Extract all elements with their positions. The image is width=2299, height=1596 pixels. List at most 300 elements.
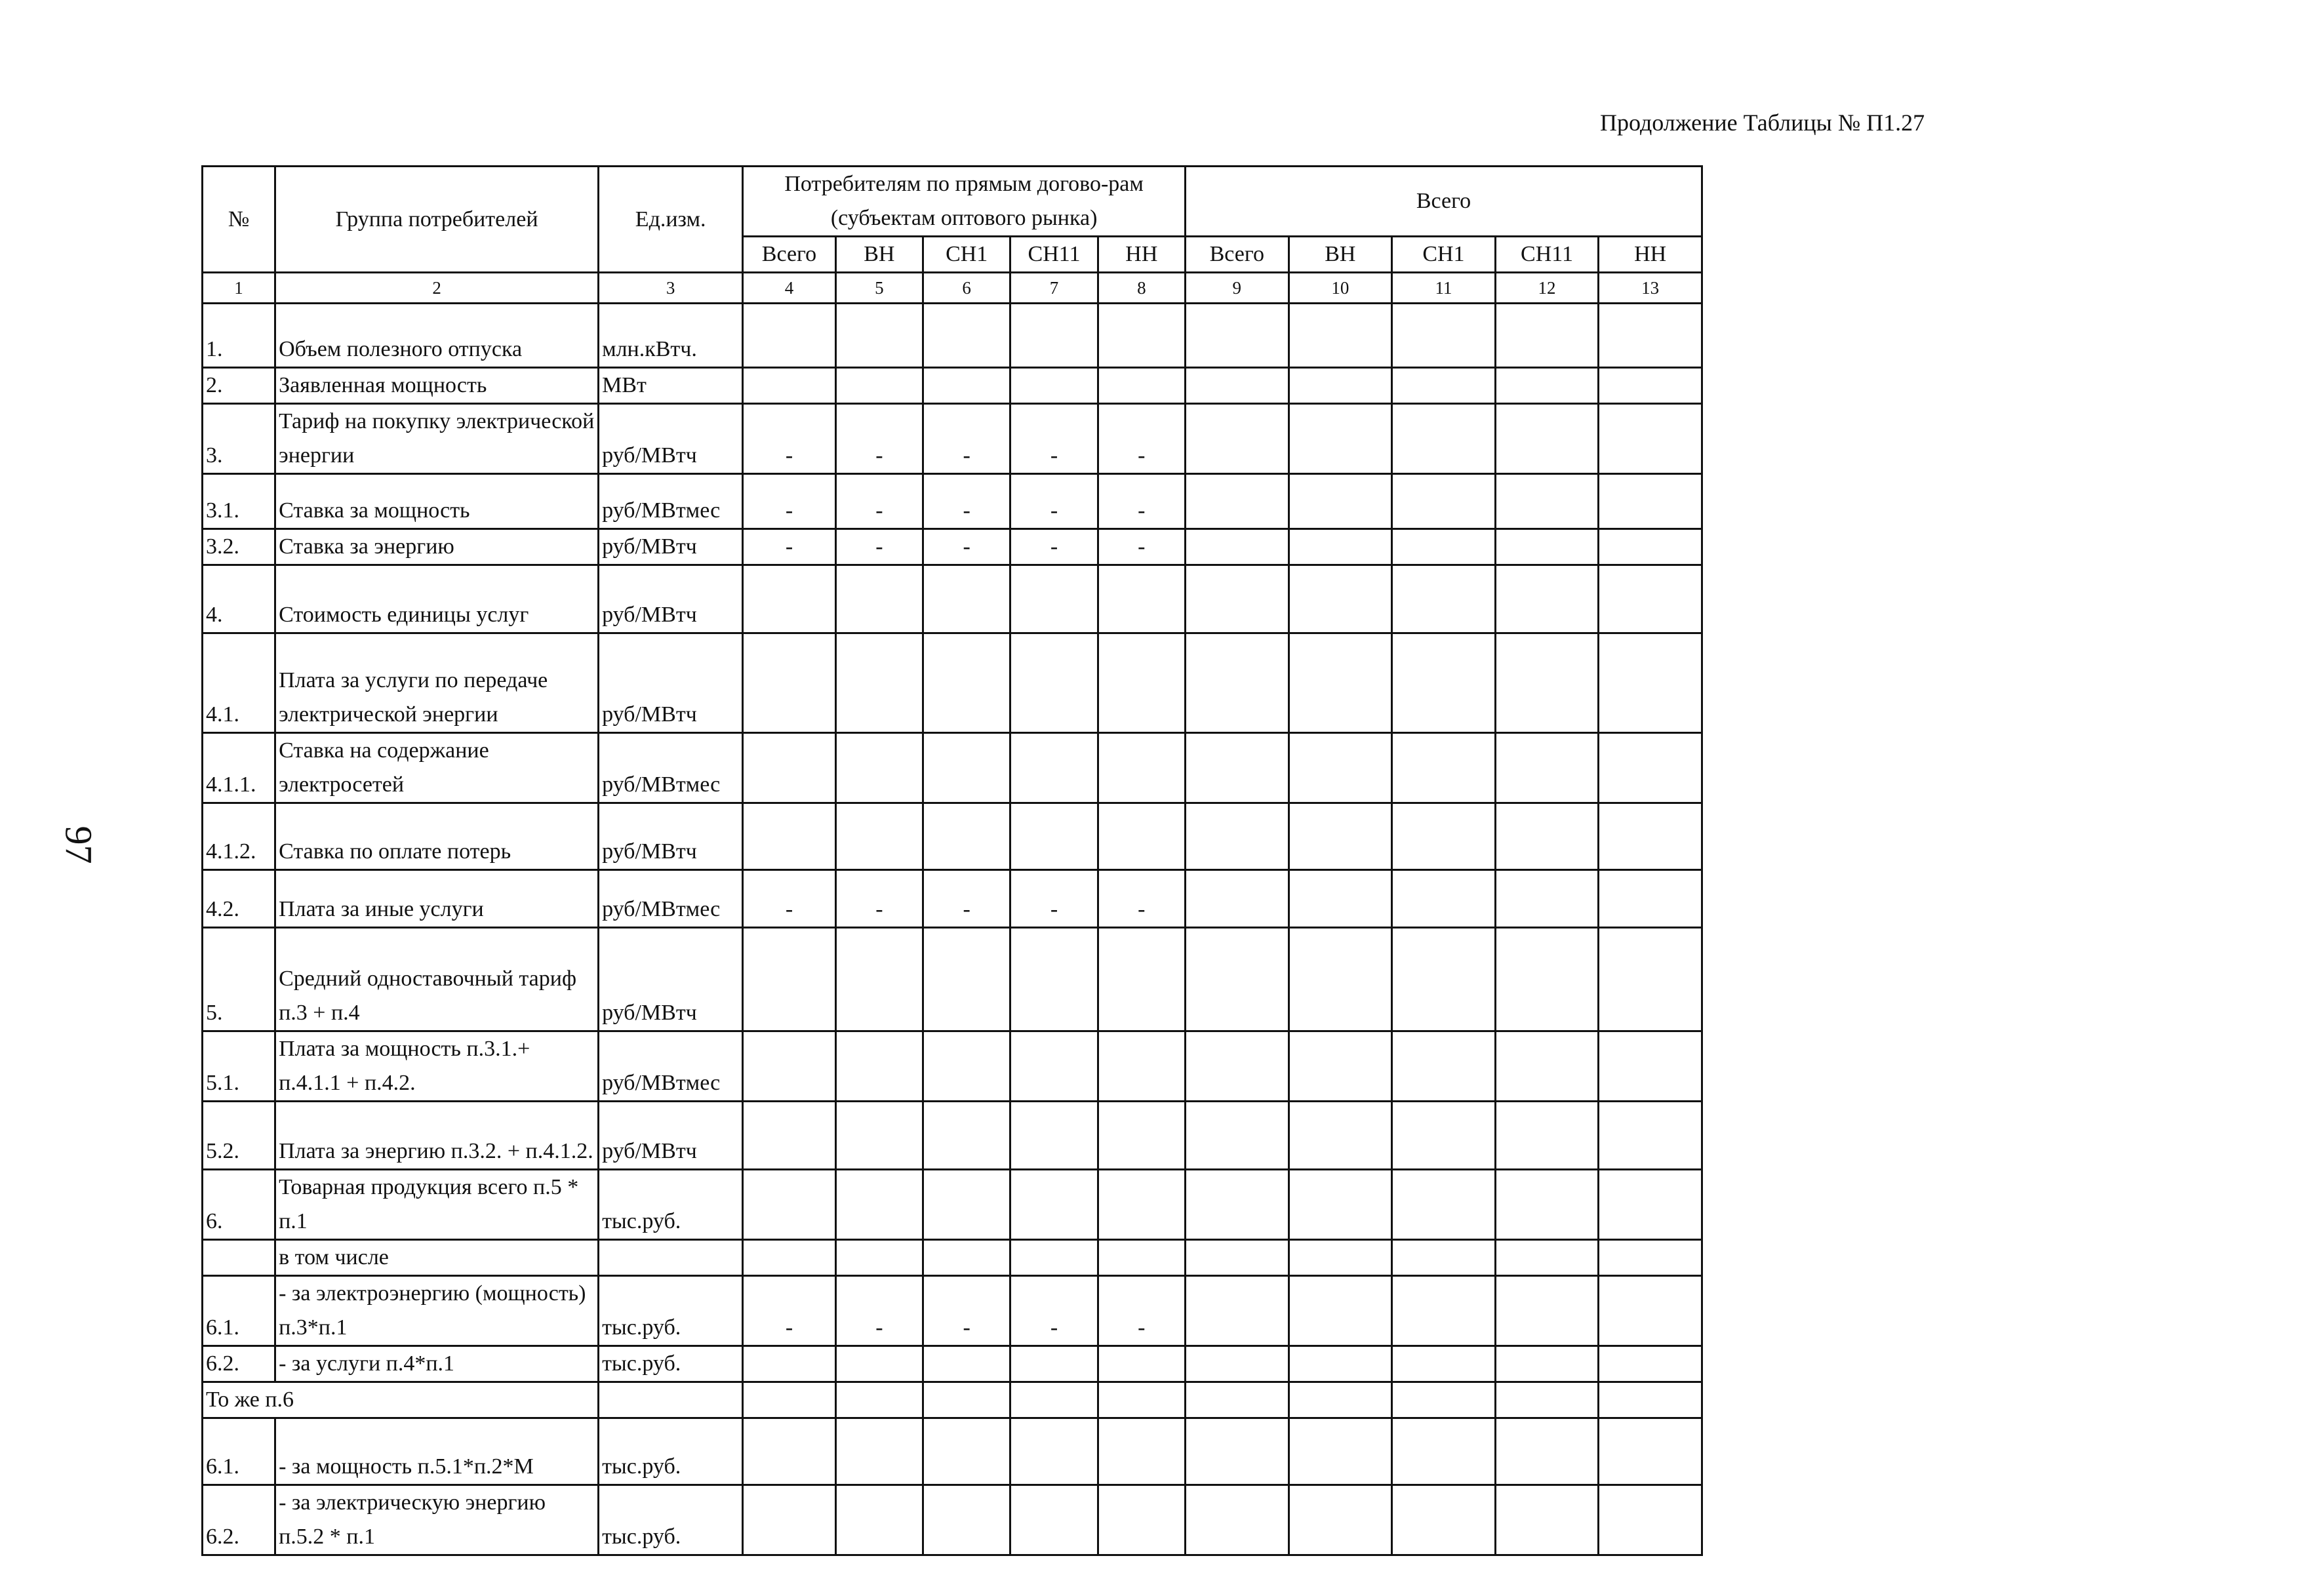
value-cell: - (743, 474, 835, 529)
value-cell: - (923, 870, 1010, 928)
value-cell (743, 1418, 835, 1485)
value-cell (923, 565, 1010, 633)
row-number: 5. (203, 928, 275, 1031)
value-cell (923, 1485, 1010, 1555)
value-cell (835, 803, 923, 870)
value-cell (1098, 368, 1185, 404)
value-cell (923, 1418, 1010, 1485)
value-cell (923, 633, 1010, 733)
value-cell (1599, 1276, 1702, 1346)
value-cell (743, 1485, 835, 1555)
table-row (203, 1485, 1702, 1555)
value-cell (923, 1240, 1010, 1276)
value-cell (1010, 1031, 1098, 1102)
value-cell (1495, 404, 1599, 474)
value-cell (1392, 1031, 1496, 1102)
value-cell (1495, 928, 1599, 1031)
value-cell (1098, 928, 1185, 1031)
row-unit: руб/МВтч (599, 565, 743, 633)
header-group: Группа потребителей (275, 167, 599, 273)
row-name: Тариф на покупку электрической энергии (275, 404, 599, 474)
value-cell (835, 633, 923, 733)
value-cell: - (923, 404, 1010, 474)
table-row (203, 368, 1702, 404)
value-cell (1495, 1102, 1599, 1170)
value-cell (835, 1240, 923, 1276)
table-row (203, 404, 1702, 474)
value-cell (1599, 1382, 1702, 1418)
value-cell (1392, 404, 1496, 474)
column-number: 5 (835, 273, 923, 304)
value-cell (835, 928, 923, 1031)
value-cell (1495, 1346, 1599, 1382)
row-unit: руб/МВтч (599, 404, 743, 474)
value-cell (1186, 928, 1289, 1031)
value-cell (1186, 1240, 1289, 1276)
value-cell (1010, 928, 1098, 1031)
value-cell (1495, 1382, 1599, 1418)
row-name: Плата за энергию п.3.2. + п.4.1.2. (275, 1102, 599, 1170)
value-cell (1289, 1031, 1392, 1102)
value-cell (1098, 1240, 1185, 1276)
value-cell (1098, 803, 1185, 870)
value-cell (1392, 474, 1496, 529)
row-unit: руб/МВтмес (599, 474, 743, 529)
value-cell (1098, 1102, 1185, 1170)
row-number: 2. (203, 368, 275, 404)
value-cell (743, 1346, 835, 1382)
value-cell (1495, 1276, 1599, 1346)
value-cell: - (743, 404, 835, 474)
value-cell (1495, 529, 1599, 565)
row-name: Плата за иные услуги (275, 870, 599, 928)
value-cell (1098, 565, 1185, 633)
value-cell (1495, 474, 1599, 529)
value-cell (1392, 1382, 1496, 1418)
row-span-label: То же п.6 (203, 1382, 599, 1418)
row-name: Плата за услуги по передаче электрической энергии (275, 633, 599, 733)
header-direct-contracts: Потребителям по прямым догово-рам (субъектам оптового рынка) (743, 167, 1186, 237)
subheader-all-total: Всего (1186, 237, 1289, 273)
value-cell (1186, 304, 1289, 368)
value-cell (1098, 1485, 1185, 1555)
row-number: 6.2. (203, 1485, 275, 1555)
value-cell (923, 304, 1010, 368)
value-cell (1495, 870, 1599, 928)
table-row (203, 803, 1702, 870)
value-cell (743, 304, 835, 368)
value-cell (1098, 1170, 1185, 1240)
table-row (203, 1382, 1702, 1418)
value-cell: - (1098, 474, 1185, 529)
row-number: 5.2. (203, 1102, 275, 1170)
value-cell (1289, 1346, 1392, 1382)
value-cell (1289, 928, 1392, 1031)
table-row (203, 304, 1702, 368)
row-number: 5.1. (203, 1031, 275, 1102)
row-unit: руб/МВтмес (599, 1031, 743, 1102)
row-unit: руб/МВтч (599, 1102, 743, 1170)
value-cell (835, 1418, 923, 1485)
row-unit: руб/МВтч (599, 529, 743, 565)
value-cell (1010, 368, 1098, 404)
value-cell (1392, 928, 1496, 1031)
value-cell: - (835, 1276, 923, 1346)
row-name: Ставка за мощность (275, 474, 599, 529)
value-cell (1392, 870, 1496, 928)
row-number: 4.1.2. (203, 803, 275, 870)
column-number: 10 (1289, 273, 1392, 304)
row-unit (599, 1240, 743, 1276)
value-cell (1599, 1240, 1702, 1276)
value-cell (1289, 870, 1392, 928)
value-cell (1186, 474, 1289, 529)
value-cell (1495, 1485, 1599, 1555)
column-number: 6 (923, 273, 1010, 304)
row-name: Заявленная мощность (275, 368, 599, 404)
value-cell (1289, 565, 1392, 633)
column-number: 2 (275, 273, 599, 304)
table-row (203, 928, 1702, 1031)
row-name: Ставка по оплате потерь (275, 803, 599, 870)
value-cell (1392, 368, 1496, 404)
value-cell: - (1010, 404, 1098, 474)
table-row (203, 733, 1702, 803)
value-cell (743, 928, 835, 1031)
value-cell (1186, 733, 1289, 803)
value-cell (1392, 1102, 1496, 1170)
value-cell (835, 1382, 923, 1418)
value-cell (1599, 1170, 1702, 1240)
row-name: Плата за мощность п.3.1.+ п.4.1.1 + п.4.2. (275, 1031, 599, 1102)
value-cell (1599, 565, 1702, 633)
row-unit: руб/МВтч (599, 803, 743, 870)
value-cell (835, 1170, 923, 1240)
value-cell (1186, 1418, 1289, 1485)
value-cell: - (743, 1276, 835, 1346)
value-cell (1392, 733, 1496, 803)
value-cell (1599, 474, 1702, 529)
value-cell (743, 733, 835, 803)
value-cell (1098, 633, 1185, 733)
value-cell: - (1010, 529, 1098, 565)
tariff-table (201, 165, 1703, 1556)
value-cell (1186, 870, 1289, 928)
value-cell (1392, 1485, 1496, 1555)
table-row (203, 1346, 1702, 1382)
table-row (203, 474, 1702, 529)
value-cell (1010, 1346, 1098, 1382)
table-row (203, 1418, 1702, 1485)
value-cell (1289, 304, 1392, 368)
row-number (203, 1240, 275, 1276)
value-cell (1289, 529, 1392, 565)
row-unit: МВт (599, 368, 743, 404)
row-number: 6.1. (203, 1418, 275, 1485)
value-cell: - (1010, 870, 1098, 928)
subheader-all-nn: НН (1599, 237, 1702, 273)
table-caption: Продолжение Таблицы № П1.27 (1600, 110, 1925, 136)
value-cell (1186, 404, 1289, 474)
value-cell (1599, 733, 1702, 803)
value-cell (1599, 1346, 1702, 1382)
value-cell (923, 1102, 1010, 1170)
column-number: 12 (1495, 273, 1599, 304)
value-cell (1186, 368, 1289, 404)
column-number: 3 (599, 273, 743, 304)
value-cell (923, 1170, 1010, 1240)
value-cell (1495, 1031, 1599, 1102)
value-cell (923, 1382, 1010, 1418)
row-name: - за электрическую энергию п.5.2 * п.1 (275, 1485, 599, 1555)
row-unit: тыс.руб. (599, 1276, 743, 1346)
subheader-all-sn11: СН11 (1495, 237, 1599, 273)
value-cell (743, 1031, 835, 1102)
row-unit: руб/МВтч (599, 928, 743, 1031)
row-unit: руб/МВтмес (599, 870, 743, 928)
value-cell: - (1010, 1276, 1098, 1346)
table-row (203, 565, 1702, 633)
subheader-direct-sn1: СН1 (923, 237, 1010, 273)
value-cell (1010, 1382, 1098, 1418)
value-cell (1495, 803, 1599, 870)
value-cell (743, 565, 835, 633)
table-row (203, 1031, 1702, 1102)
row-name: Стоимость единицы услуг (275, 565, 599, 633)
value-cell (743, 633, 835, 733)
row-number: 6. (203, 1170, 275, 1240)
value-cell (1289, 1485, 1392, 1555)
value-cell (1599, 633, 1702, 733)
page-number: 97 (57, 826, 100, 864)
value-cell (743, 803, 835, 870)
value-cell: - (835, 474, 923, 529)
value-cell (1186, 1346, 1289, 1382)
row-number: 3.1. (203, 474, 275, 529)
value-cell (1495, 1418, 1599, 1485)
value-cell (835, 733, 923, 803)
value-cell (1495, 733, 1599, 803)
value-cell (835, 1031, 923, 1102)
value-cell (923, 803, 1010, 870)
row-unit: руб/МВтч (599, 633, 743, 733)
value-cell (1289, 1102, 1392, 1170)
row-number: 4.1.1. (203, 733, 275, 803)
value-cell (1010, 565, 1098, 633)
value-cell (1392, 1276, 1496, 1346)
value-cell (1495, 1240, 1599, 1276)
row-name: Товарная продукция всего п.5 * п.1 (275, 1170, 599, 1240)
value-cell (835, 368, 923, 404)
table-row (203, 1170, 1702, 1240)
value-cell (1010, 733, 1098, 803)
value-cell (743, 1102, 835, 1170)
value-cell (1495, 565, 1599, 633)
value-cell (1495, 304, 1599, 368)
value-cell (1599, 529, 1702, 565)
value-cell: - (923, 529, 1010, 565)
value-cell (923, 733, 1010, 803)
value-cell (1098, 1418, 1185, 1485)
value-cell (1098, 1031, 1185, 1102)
value-cell (1010, 803, 1098, 870)
value-cell (1599, 1418, 1702, 1485)
value-cell (1098, 304, 1185, 368)
value-cell: - (1098, 529, 1185, 565)
value-cell (1599, 870, 1702, 928)
value-cell (835, 565, 923, 633)
row-number: 4. (203, 565, 275, 633)
row-name: Объем полезного отпуска (275, 304, 599, 368)
value-cell (1010, 633, 1098, 733)
row-name: - за электроэнергию (мощность) п.3*п.1 (275, 1276, 599, 1346)
value-cell (1495, 368, 1599, 404)
subheader-direct-sn11: СН11 (1010, 237, 1098, 273)
value-cell (923, 1346, 1010, 1382)
value-cell: - (835, 870, 923, 928)
table-row (203, 1240, 1702, 1276)
subheader-direct-total: Всего (743, 237, 835, 273)
header-unit: Ед.изм. (599, 167, 743, 273)
column-number: 9 (1186, 273, 1289, 304)
value-cell (1289, 1170, 1392, 1240)
row-unit: руб/МВтмес (599, 733, 743, 803)
value-cell (835, 1102, 923, 1170)
value-cell (1098, 1382, 1185, 1418)
row-unit: тыс.руб. (599, 1170, 743, 1240)
value-cell (1289, 1276, 1392, 1346)
row-unit: млн.кВтч. (599, 304, 743, 368)
value-cell (1186, 565, 1289, 633)
value-cell (1392, 1418, 1496, 1485)
value-cell (1186, 1170, 1289, 1240)
column-number: 13 (1599, 273, 1702, 304)
table-row (203, 633, 1702, 733)
value-cell (1010, 1170, 1098, 1240)
value-cell (1010, 1240, 1098, 1276)
value-cell (743, 1170, 835, 1240)
value-cell (1392, 803, 1496, 870)
value-cell (1599, 368, 1702, 404)
row-unit: тыс.руб. (599, 1346, 743, 1382)
value-cell (1392, 1346, 1496, 1382)
value-cell (1392, 304, 1496, 368)
value-cell (1392, 1240, 1496, 1276)
value-cell (1289, 1418, 1392, 1485)
value-cell (1289, 733, 1392, 803)
row-name: Средний одноставочный тариф п.3 + п.4 (275, 928, 599, 1031)
value-cell: - (1098, 870, 1185, 928)
value-cell (1289, 633, 1392, 733)
table-row (203, 1102, 1702, 1170)
value-cell (1599, 1031, 1702, 1102)
row-name: Ставка на содержание электросетей (275, 733, 599, 803)
row-name: - за мощность п.5.1*п.2*М (275, 1418, 599, 1485)
subheader-all-sn1: СН1 (1392, 237, 1496, 273)
value-cell (1010, 304, 1098, 368)
row-number: 3. (203, 404, 275, 474)
value-cell (743, 368, 835, 404)
value-cell (1599, 404, 1702, 474)
value-cell (1186, 1276, 1289, 1346)
value-cell (1289, 1240, 1392, 1276)
value-cell (1289, 404, 1392, 474)
value-cell (835, 1485, 923, 1555)
value-cell (923, 1031, 1010, 1102)
row-number: 4.2. (203, 870, 275, 928)
value-cell (1289, 368, 1392, 404)
value-cell (923, 928, 1010, 1031)
header-no: № (203, 167, 275, 273)
value-cell (1098, 733, 1185, 803)
header-total: Всего (1186, 167, 1702, 237)
column-number: 1 (203, 273, 275, 304)
subheader-direct-vn: ВН (835, 237, 923, 273)
row-number: 6.2. (203, 1346, 275, 1382)
value-cell (743, 1240, 835, 1276)
subheader-all-vn: ВН (1289, 237, 1392, 273)
value-cell (1599, 928, 1702, 1031)
row-number: 4.1. (203, 633, 275, 733)
value-cell: - (743, 870, 835, 928)
value-cell (1010, 1102, 1098, 1170)
row-unit: тыс.руб. (599, 1485, 743, 1555)
row-unit (599, 1382, 743, 1418)
value-cell (835, 1346, 923, 1382)
value-cell (1392, 1170, 1496, 1240)
value-cell (1495, 633, 1599, 733)
value-cell (1186, 1102, 1289, 1170)
value-cell (1392, 565, 1496, 633)
value-cell (1186, 633, 1289, 733)
value-cell (1289, 1382, 1392, 1418)
row-name: Ставка за энергию (275, 529, 599, 565)
table-row (203, 529, 1702, 565)
value-cell (1289, 474, 1392, 529)
value-cell (1392, 529, 1496, 565)
value-cell (1010, 1485, 1098, 1555)
value-cell: - (1098, 1276, 1185, 1346)
row-number: 6.1. (203, 1276, 275, 1346)
value-cell (1392, 633, 1496, 733)
value-cell (1186, 1485, 1289, 1555)
value-cell (1186, 1382, 1289, 1418)
value-cell (1495, 1170, 1599, 1240)
value-cell (1599, 1102, 1702, 1170)
row-name: - за услуги п.4*п.1 (275, 1346, 599, 1382)
row-number: 3.2. (203, 529, 275, 565)
row-number: 1. (203, 304, 275, 368)
value-cell: - (923, 1276, 1010, 1346)
value-cell (1098, 1346, 1185, 1382)
value-cell: - (1010, 474, 1098, 529)
value-cell: - (835, 529, 923, 565)
table-row (203, 1276, 1702, 1346)
table-row (203, 870, 1702, 928)
column-number: 11 (1392, 273, 1496, 304)
value-cell: - (835, 404, 923, 474)
value-cell (1599, 1485, 1702, 1555)
value-cell (1186, 1031, 1289, 1102)
column-number: 7 (1010, 273, 1098, 304)
value-cell: - (743, 529, 835, 565)
value-cell (923, 368, 1010, 404)
value-cell (835, 304, 923, 368)
value-cell (1599, 304, 1702, 368)
value-cell (1599, 803, 1702, 870)
value-cell (1010, 1418, 1098, 1485)
value-cell: - (1098, 404, 1185, 474)
